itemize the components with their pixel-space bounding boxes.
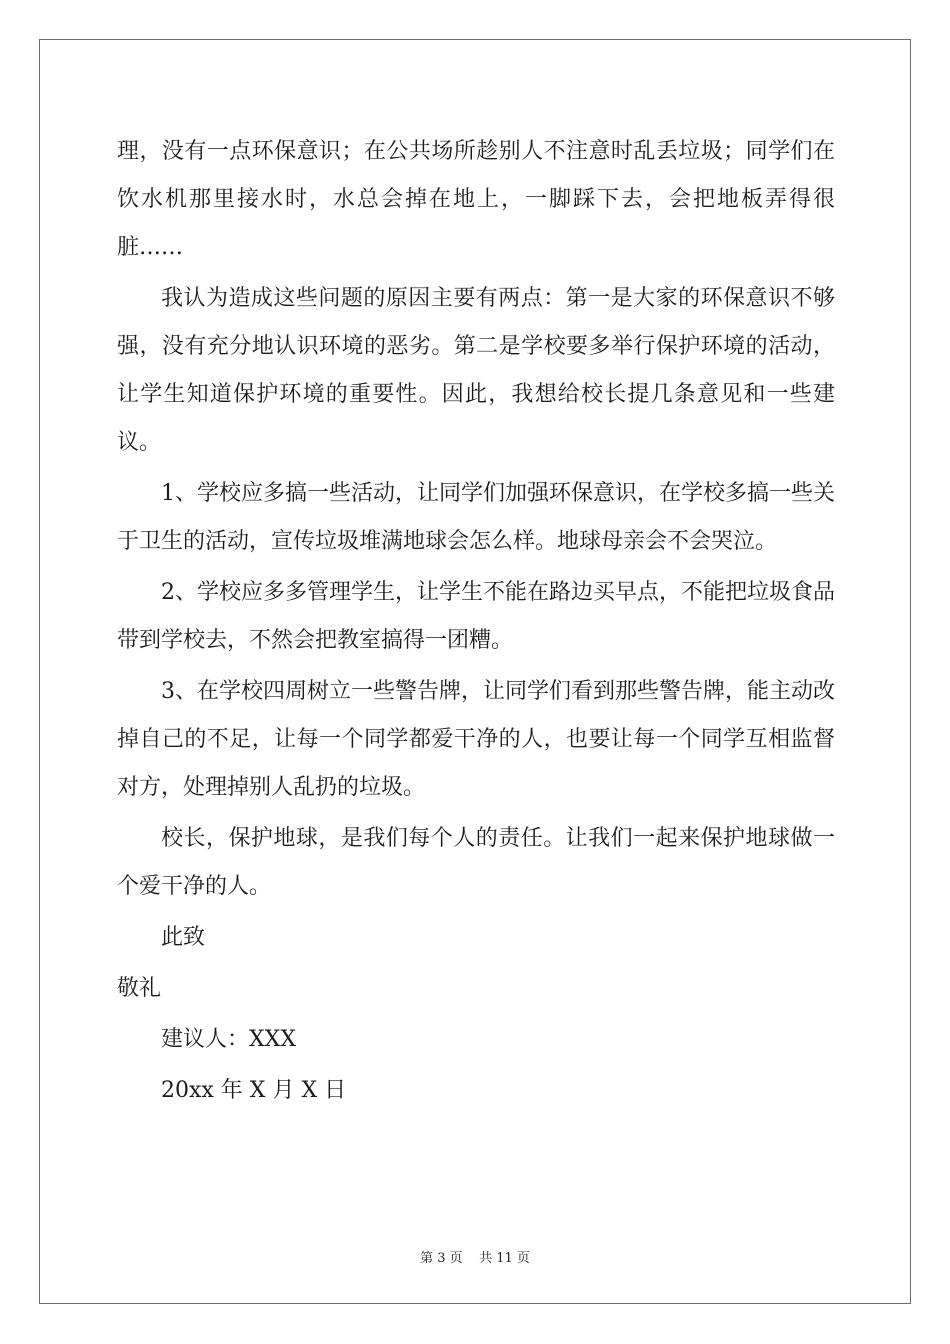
letter-body [117,128,835,1118]
paragraph-4: 2、学校应多多管理学生，让学生不能在路边买早点，不能把垃圾食品带到学校去，不然会把教室搞得一团糟。 [117,580,835,653]
date: 20xx 年 X 月 X 日 [161,1078,347,1103]
page-number-footer: 第 3 页 共 11 页 [420,1251,530,1266]
salutation: 敬礼 [117,976,162,1001]
paragraph-1: 理，没有一点环保意识；在公共场所趁别人不注意时乱丢垃圾；同学们在饮水机那里接水时，水总会掉在地上，一脚踩下去，会把地板弄得很脏…… [117,139,835,260]
paragraph-5: 3、在学校四周树立一些警告牌，让同学们看到那些警告牌，能主动改掉自己的不足，让每一个同学都爱干净的人，也要让每一个同学互相监督对方，处理掉别人乱扔的垃圾。 [117,679,835,800]
closing-phrase: 此致 [161,925,206,950]
paragraph-3: 1、学校应多搞一些活动，让同学们加强环保意识，在学校多搞一些关于卫生的活动，宣传垃圾堆满地球会怎么样。地球母亲会不会哭泣。 [117,481,835,554]
paragraph-2: 我认为造成这些问题的原因主要有两点：第一是大家的环保意识不够强，没有充分地认识环境的恶劣。第二是学校要多举行保护环境的活动，让学生知道保护环境的重要性。因此，我想给校长提几条意见和一些建议。 [117,286,835,455]
paragraph-6: 校长，保护地球，是我们每个人的责任。让我们一起来保护地球做一个爱干净的人。 [117,826,835,899]
signer: 建议人：XXX [161,1027,296,1052]
